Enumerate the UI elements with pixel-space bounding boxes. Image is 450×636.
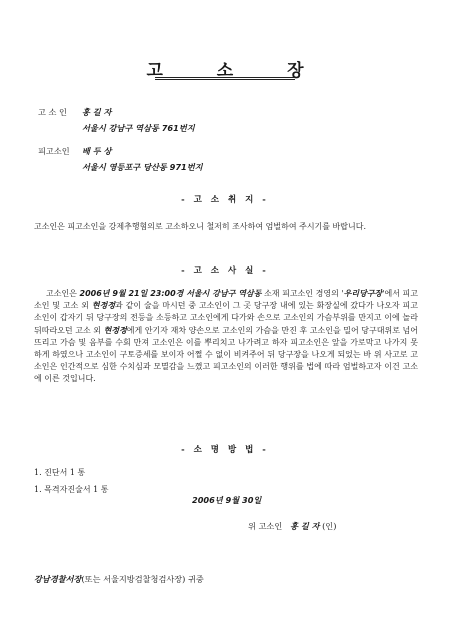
- purpose-text: 고소인은 피고소인을 강제추행혐의로 고소하오니 철저히 조사하여 엄벌하여 주시기를 바랍니다.: [34, 222, 367, 231]
- page-title: 고 소 장: [146, 61, 328, 81]
- facts-text-pre: 고소인은: [46, 289, 80, 298]
- filing-date: 2006년 9월 30일: [192, 495, 262, 505]
- facts-text-end: 에게 안기자 재차 양손으로 고소인의 가슴을 만진 후 고소인을 밀어 당구대위로 넘어뜨리고 가슴 및 음부를 수회 만져 고소인은 이를 뿌리치고 나가려고 하자 피고소인은 앞을 가로막고 나가지 못하게 하였으나 고소인이 구토증세를 보이자 어쩔 수 없이 비켜주어 뒤 당구장을 나오게 되었는 바 위 사고로 고소인은 인간적으로 심한 수치심과 모멸감을 느꼈고 피고소인의 이러한 행위를 법에 따라 엄벌하고자 이건 고소에 이른 것입니다.: [34, 325, 418, 384]
- facts-witness-name-2: 현정정: [103, 325, 127, 335]
- recipient-rest: (또는 서울지방검찰청검사장) 귀중: [81, 574, 204, 584]
- signature-prefix: 위 고소인: [248, 521, 283, 531]
- accused-name: 배 두 상: [82, 146, 112, 156]
- recipient-name: 강남경찰서장: [34, 574, 82, 584]
- facts-heading: - 고 소 사 실 -: [181, 266, 269, 276]
- recipient-line: [34, 573, 204, 585]
- evidence-heading: - 소 명 방 법 -: [181, 445, 269, 455]
- purpose-heading: - 고 소 취 지 -: [181, 195, 269, 205]
- facts-date-location: 2006년 9월 21일 23:00경 서울시 강남구 역삼동: [79, 289, 262, 298]
- title-underline-bottom: [155, 79, 295, 80]
- signature-block: [248, 520, 336, 532]
- facts-text-mid2: '에서 피고소인 및 고소 외: [34, 289, 418, 311]
- accused-address: 서울시 영등포구 당산동 971번지: [82, 162, 203, 172]
- facts-text-mid: 소재 피고소인 경영의 ': [261, 289, 344, 298]
- facts-bar-name: 우리당구장: [343, 289, 383, 298]
- signature-seal: (인): [322, 521, 337, 531]
- facts-witness-name-1: 현정정: [91, 301, 116, 311]
- evidence-item: 1. 목격자진술서 1 통: [34, 485, 109, 494]
- complainant-name: 홍 길 자: [82, 107, 112, 117]
- complainant-label: 고 소 인: [38, 107, 67, 117]
- signature-name: 홍 길 자: [290, 521, 320, 531]
- facts-paragraph: [34, 288, 418, 386]
- evidence-item: 1. 진단서 1 통: [34, 468, 86, 477]
- facts-text-rest: 과 같이 술을 마시던 중 고소인이 그 곳 당구장 내에 있는 화장실에 갔다가 나오자 피고소인이 갑자기 뒤 당구장의 전등을 소등하고 고소인에게 다가와 손으로 고소인의 가슴부위를 만지고 이에 놀라 뒤따라오던 고소 외: [34, 301, 418, 335]
- accused-label: 피고소인: [38, 146, 70, 156]
- complainant-address: 서울시 강남구 역삼동 761번지: [82, 123, 195, 133]
- title-underline-top: [155, 77, 295, 78]
